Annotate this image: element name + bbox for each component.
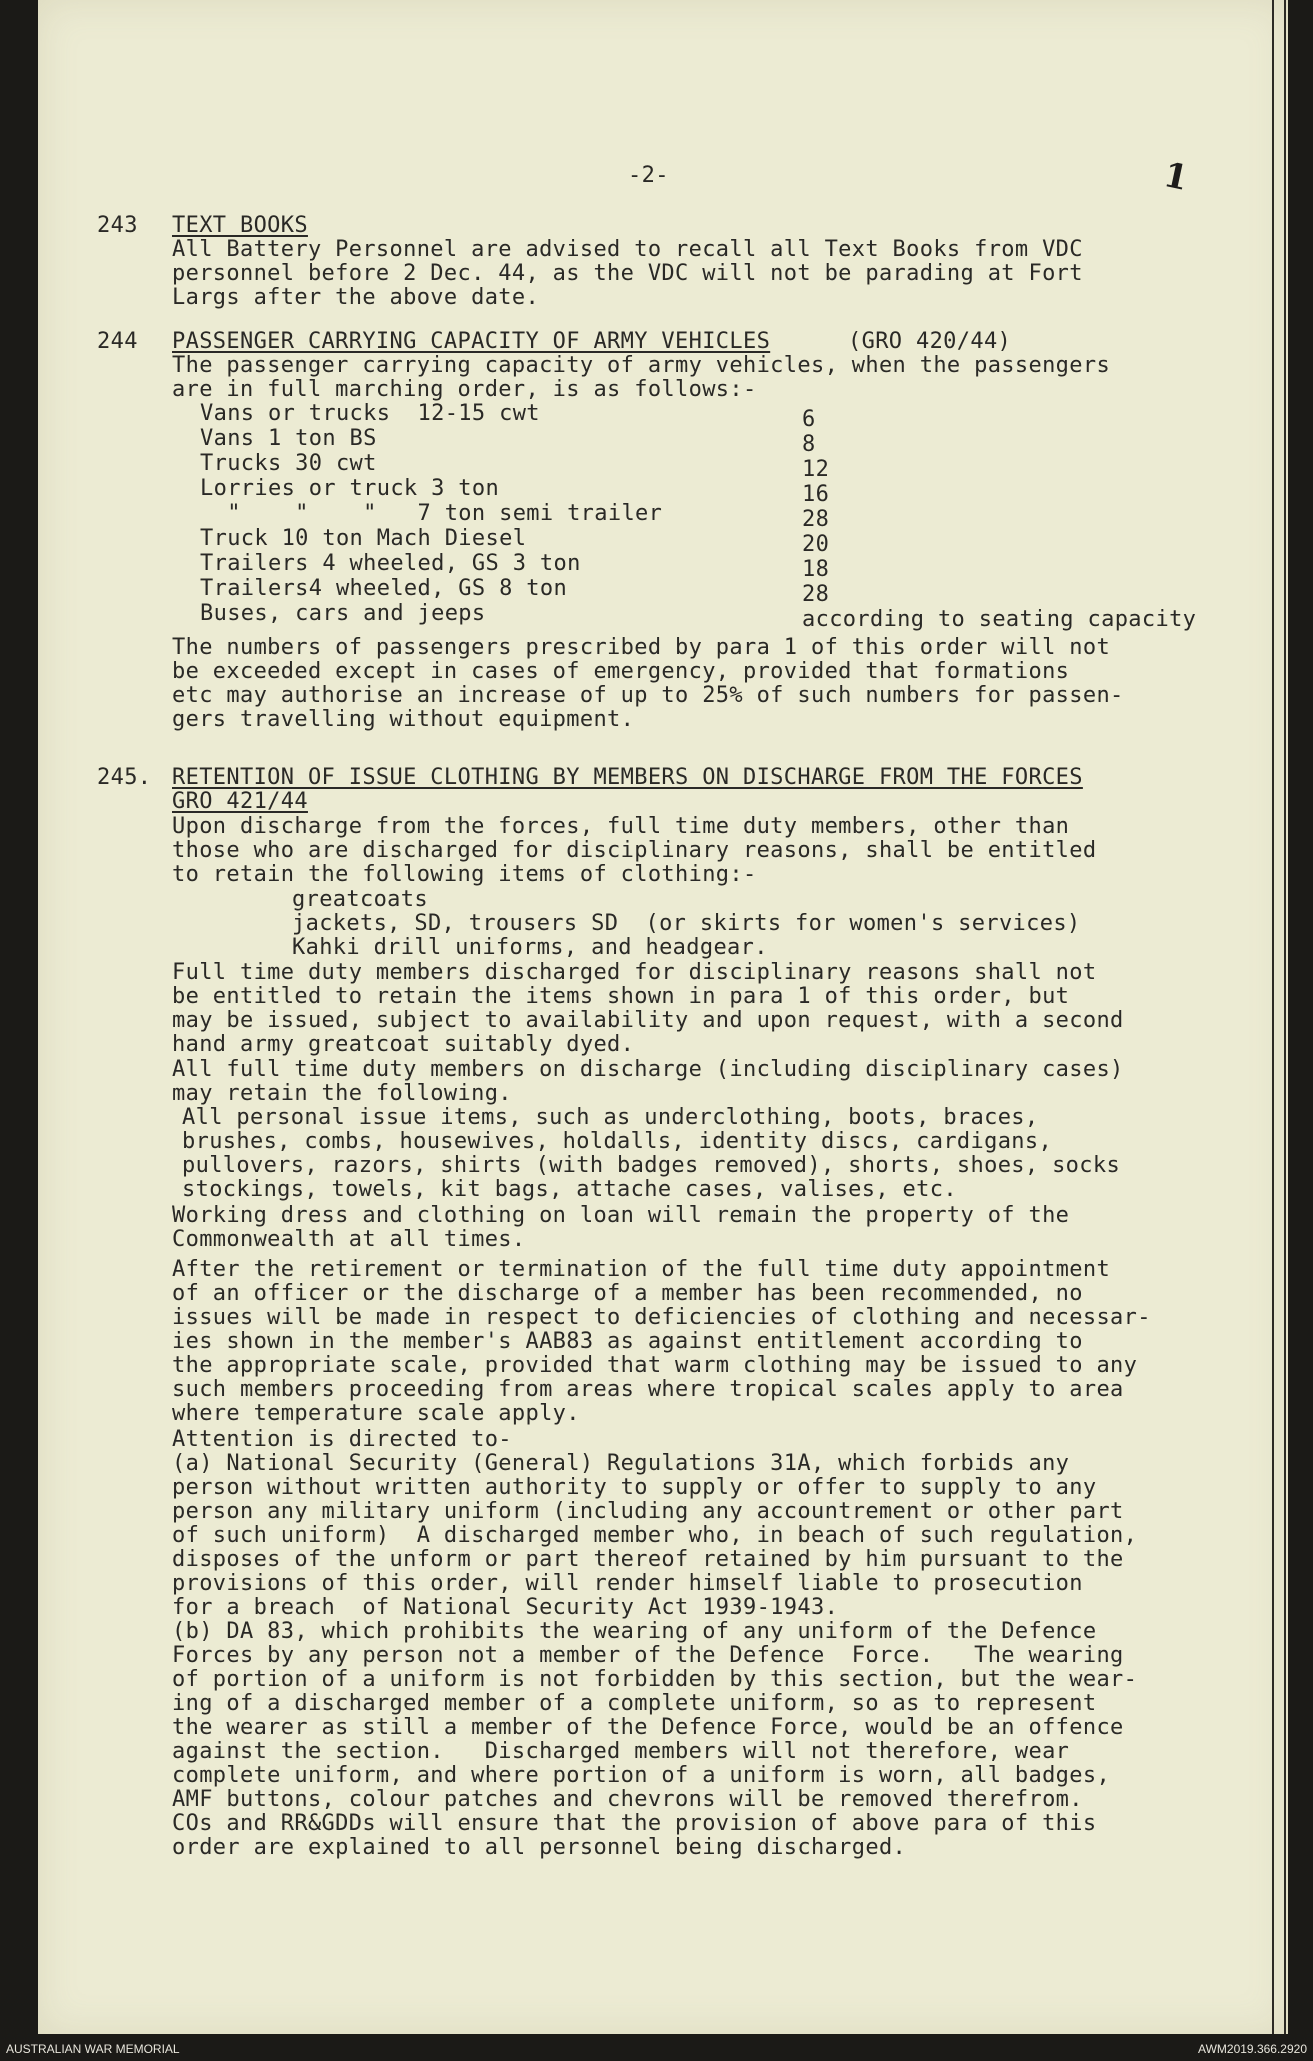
paragraph-line: Commonwealth at all times. [172,1227,526,1252]
paragraph-line: Attention is directed to- [172,1427,512,1452]
paragraph-line: Largs after the above date. [172,285,540,310]
paragraph-line: All Battery Personnel are advised to recall all Text Books from VDC [172,237,1083,262]
list-item: jackets, SD, trousers SD (or skirts for women's services) [292,911,1081,936]
vehicle-type: Vans or trucks 12-15 cwt [200,401,540,426]
page-number: -2- [628,163,669,188]
paragraph-line: against the section. Discharged members will not therefore, wear [172,1739,1070,1764]
corner-mark: 1 [1160,154,1192,200]
list-item: All personal issue items, such as underclothing, boots, braces, [182,1105,1039,1130]
paragraph-line: COs and RR&GDDs will ensure that the provision of above para of this [172,1811,1097,1836]
section-number: 245. [97,765,152,790]
page-edge-line [1272,0,1274,2034]
paragraph-line: (b) DA 83, which prohibits the wearing of any uniform of the Defence [172,1619,1097,1644]
paragraph-line: AMF buttons, colour patches and chevrons will be removed therefrom. [172,1787,1083,1812]
paragraph-line: are in full marching order, is as follows:- [172,377,757,402]
paragraph-line: personnel before 2 Dec. 44, as the VDC will not be parading at Fort [172,261,1083,286]
paragraph-line: ies shown in the member's AAB83 as against entitlement according to [172,1329,1083,1354]
vehicle-capacity: 12 [802,457,830,482]
paragraph-line: of an officer or the discharge of a member has been recommended, no [172,1281,1083,1306]
paragraph-line: All full time duty members on discharge (including disciplinary cases) [172,1057,1124,1082]
vehicle-type: " " " 7 ton semi trailer [200,501,663,526]
vehicle-type: Trucks 30 cwt [200,451,377,476]
section-heading: RETENTION OF ISSUE CLOTHING BY MEMBERS ON DISCHARGE FROM THE FORCES [172,765,1083,790]
section-heading: PASSENGER CARRYING CAPACITY OF ARMY VEHICLES [172,329,771,354]
paragraph-line: of such uniform) A discharged member who, in beach of such regulation, [172,1523,1138,1548]
paragraph-line: disposes of the unform or part thereof retained by him pursuant to the [172,1547,1124,1572]
paragraph-line: such members proceeding from areas where tropical scales apply to area [172,1377,1124,1402]
footer [0,2038,1313,2061]
paragraph-line: (a) National Security (General) Regulations 31A, which forbids any [172,1451,1070,1476]
paragraph-line: may be issued, subject to availability and upon request, with a second [172,1008,1124,1033]
section-reference: GRO 421/44 [172,789,308,814]
paragraph-line: complete uniform, and where portion of a uniform is worn, all badges, [172,1763,1111,1788]
paragraph-line: gers travelling without equipment. [172,707,635,732]
paragraph-line: for a breach of National Security Act 1939-1943. [172,1595,839,1620]
vehicle-capacity: 20 [802,532,830,557]
page-edge-line [1284,0,1286,2034]
paragraph-line: to retain the following items of clothing:- [172,862,757,887]
vehicle-type: Truck 10 ton Mach Diesel [200,526,527,551]
list-item: greatcoats [292,887,428,912]
paragraph-line: Forces by any person not a member of the Defence Force. The wearing [172,1643,1124,1668]
paragraph-line: person any military uniform (including any accountrement or other part [172,1499,1124,1524]
list-item: stockings, towels, kit bags, attache cases, valises, etc. [182,1177,957,1202]
vehicle-capacity: 16 [802,482,830,507]
vehicle-type: Buses, cars and jeeps [200,601,486,626]
vehicle-capacity: 28 [802,507,830,532]
paragraph-line: The numbers of passengers prescribed by para 1 of this order will not [172,635,1111,660]
vehicle-capacity: 18 [802,557,830,582]
vehicle-capacity: 28 [802,582,830,607]
paragraph-line: be exceeded except in cases of emergency, provided that formations [172,659,1070,684]
section-number: 243 [97,213,138,238]
paragraph-line: of portion of a uniform is not forbidden by this section, but the wear- [172,1667,1138,1692]
list-item: brushes, combs, housewives, holdalls, identity discs, cardigans, [182,1129,1053,1154]
paragraph-line: be entitled to retain the items shown in para 1 of this order, but [172,984,1070,1009]
paragraph-line: Upon discharge from the forces, full time duty members, other than [172,814,1070,839]
paragraph-line: provisions of this order, will render himself liable to prosecution [172,1571,1083,1596]
vehicle-capacity: 6 [802,407,816,432]
paragraph-line: the appropriate scale, provided that warm clothing may be issued to any [172,1353,1138,1378]
paragraph-line: ing of a discharged member of a complete uniform, so as to represent [172,1691,1097,1716]
vehicle-capacity: 8 [802,432,816,457]
section-heading: TEXT BOOKS [172,213,308,238]
footer-credit: AUSTRALIAN WAR MEMORIAL [6,2042,180,2056]
list-item: Kahki drill uniforms, and headgear. [292,935,768,960]
vehicle-capacity: according to seating capacity [802,607,1197,632]
paragraph-line: the wearer as still a member of the Defence Force, would be an offence [172,1715,1124,1740]
footer-accession-number: AWM2019.366.2920 [1198,2042,1307,2056]
paragraph-line: The passenger carrying capacity of army vehicles, when the passengers [172,353,1111,378]
vehicle-type: Lorries or truck 3 ton [200,476,500,501]
list-item: pullovers, razors, shirts (with badges removed), shorts, shoes, socks [182,1153,1121,1178]
paragraph-line: where temperature scale apply. [172,1401,580,1426]
paragraph-line: Working dress and clothing on loan will remain the property of the [172,1203,1070,1228]
paragraph-line: those who are discharged for disciplinary reasons, shall be entitled [172,838,1097,863]
paragraph-line: After the retirement or termination of the full time duty appointment [172,1257,1111,1282]
paragraph-line: Full time duty members discharged for disciplinary reasons shall not [172,960,1097,985]
paragraph-line: may retain the following. [172,1081,512,1106]
paragraph-line: order are explained to all personnel being discharged. [172,1835,907,1860]
section-number: 244 [97,329,138,354]
section-reference: (GRO 420/44) [848,329,1012,354]
vehicle-type: Trailers 4 wheeled, GS 3 ton [200,551,581,576]
vehicle-type: Vans 1 ton BS [200,426,377,451]
paragraph-line: issues will be made in respect to deficiencies of clothing and necessar- [172,1305,1151,1330]
paragraph-line: person without written authority to supply or offer to supply to any [172,1475,1097,1500]
paragraph-line: hand army greatcoat suitably dyed. [172,1032,635,1057]
paragraph-line: etc may authorise an increase of up to 25% of such numbers for passen- [172,683,1124,708]
vehicle-type: Trailers4 wheeled, GS 8 ton [200,576,568,601]
